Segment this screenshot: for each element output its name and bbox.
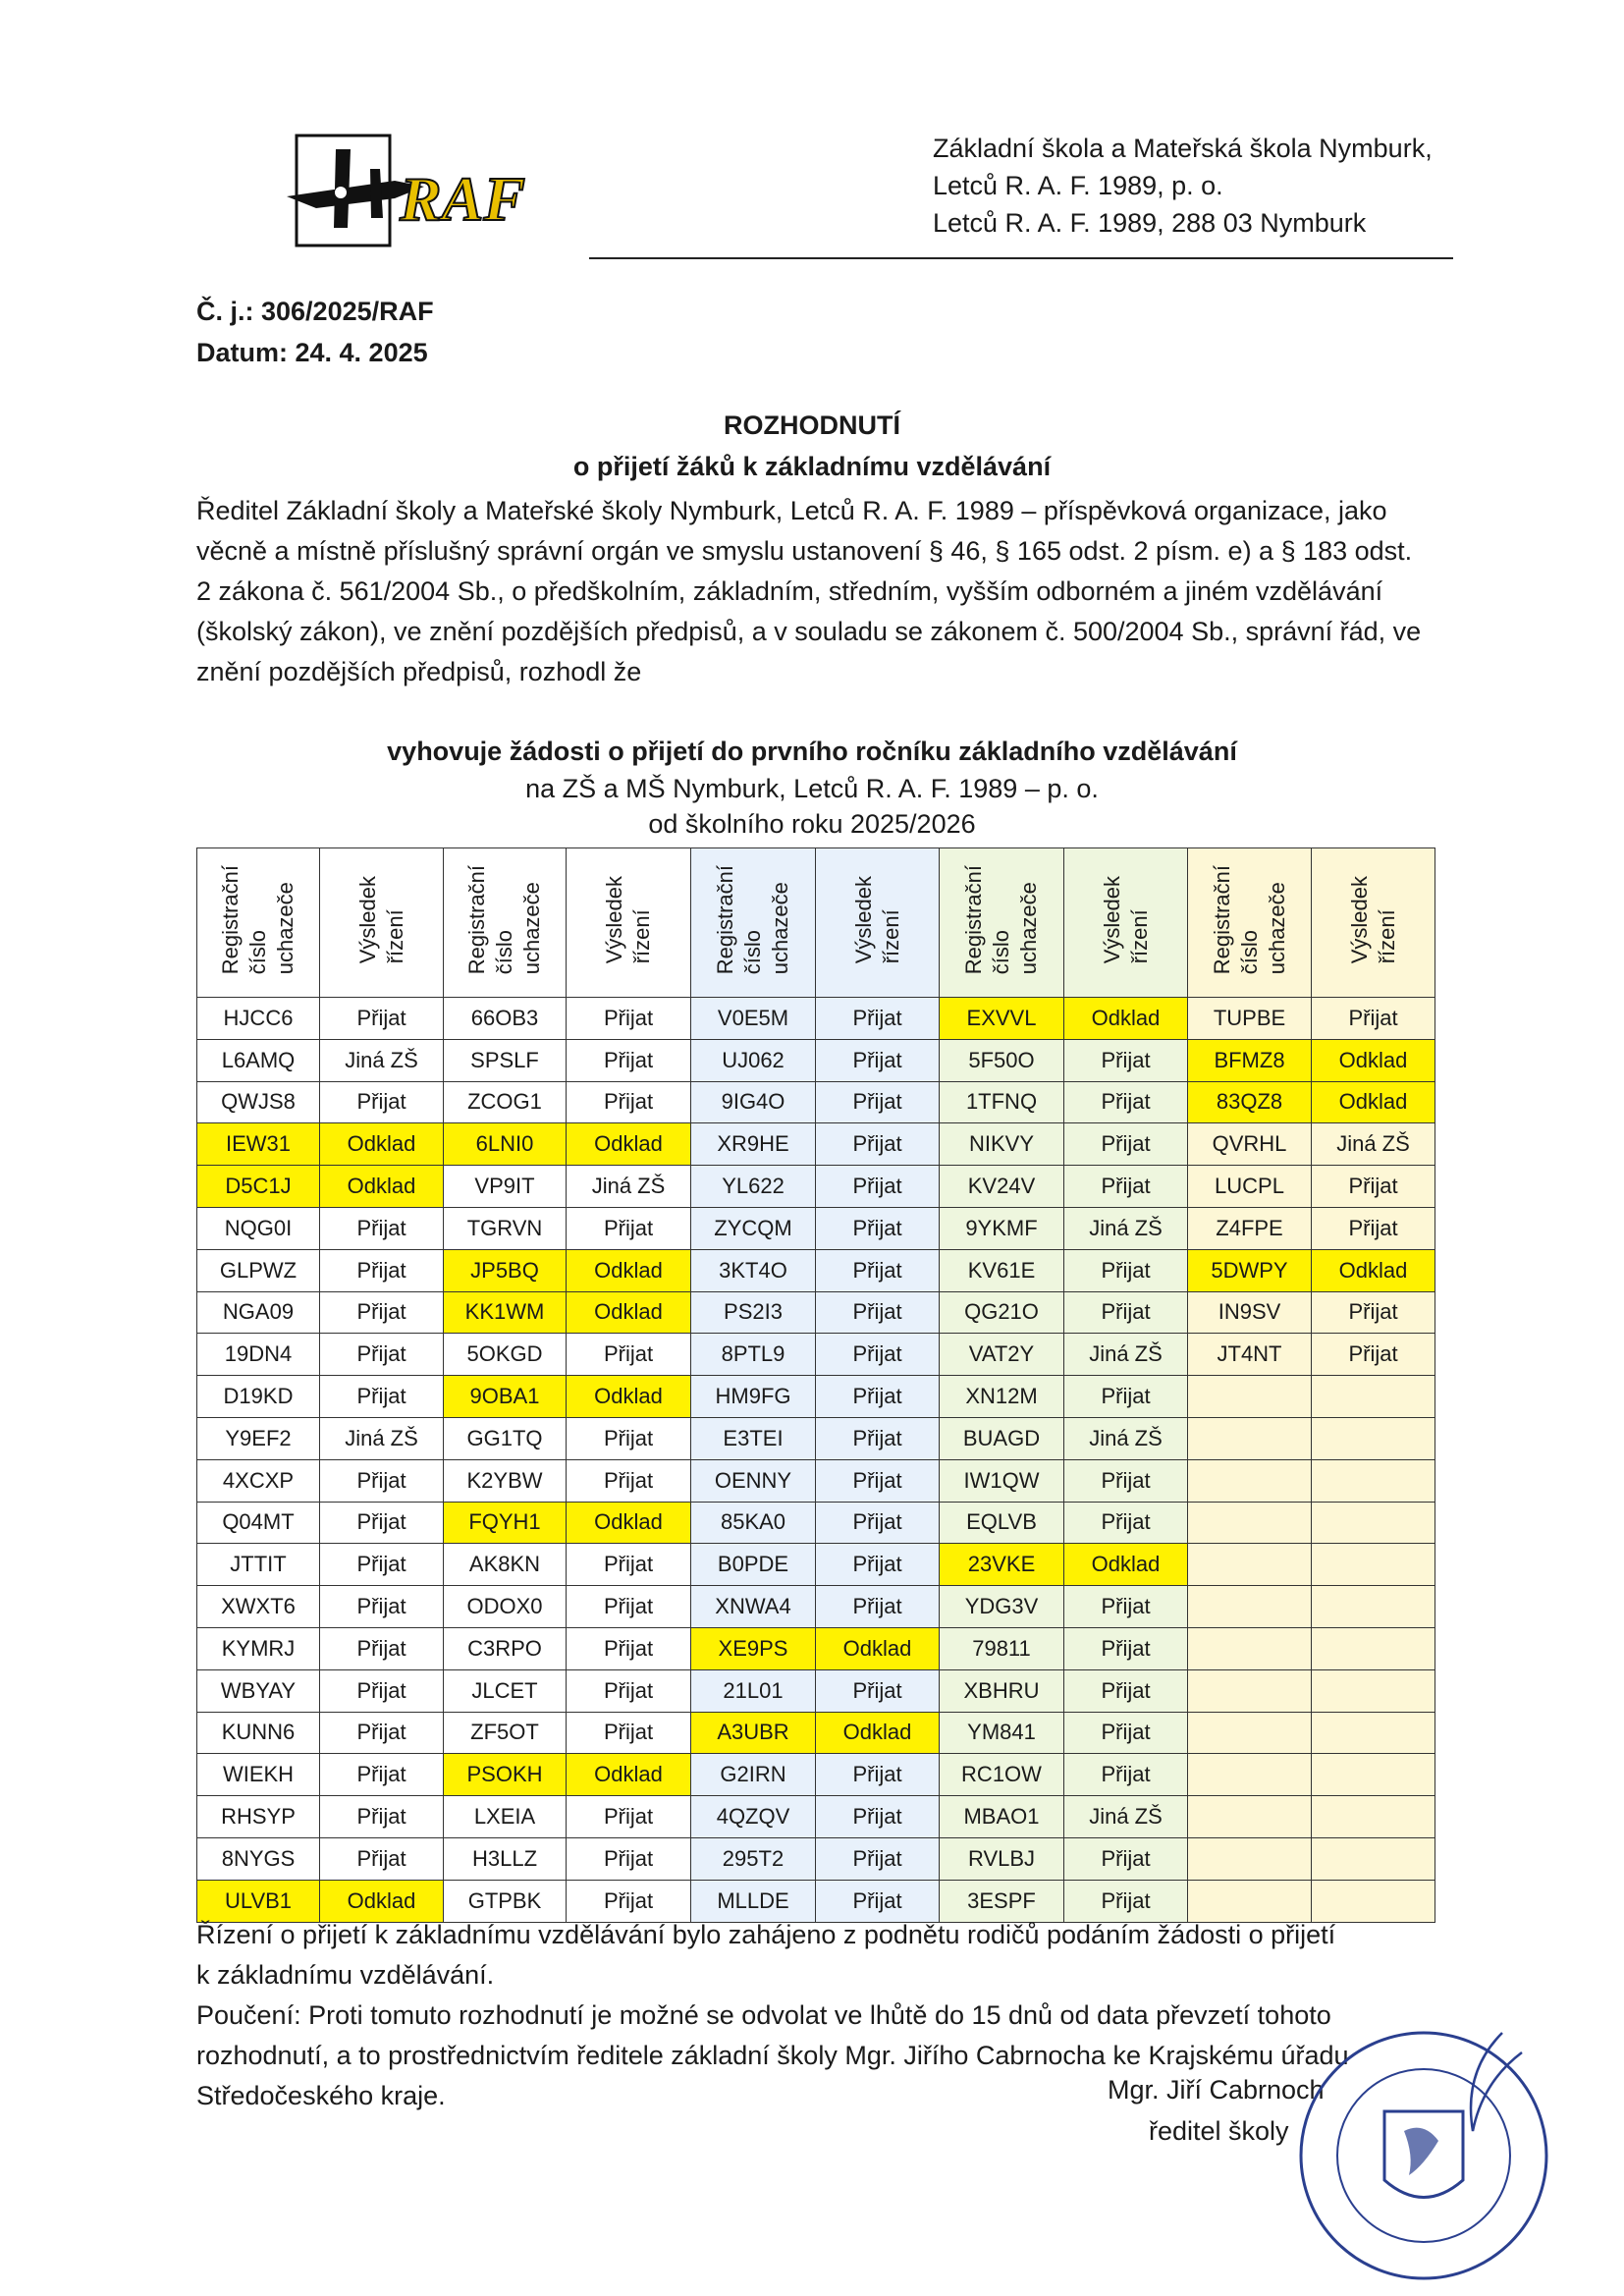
header-result bbox=[1064, 848, 1188, 998]
footer-line: k základnímu vzdělávání. bbox=[196, 1960, 495, 1990]
result-cell: Přijat bbox=[816, 1039, 940, 1081]
result-cell: Odklad bbox=[320, 1123, 444, 1166]
result-cell: Přijat bbox=[320, 1544, 444, 1586]
result-cell: Přijat bbox=[320, 1796, 444, 1838]
registration-number-cell: MBAO1 bbox=[940, 1796, 1064, 1838]
result-cell: Přijat bbox=[320, 1081, 444, 1123]
result-cell: Přijat bbox=[567, 1417, 691, 1459]
result-cell: Přijat bbox=[1064, 1039, 1188, 1081]
registration-number-cell: UJ062 bbox=[691, 1039, 816, 1081]
intro-line: Ředitel Základní školy a Mateřské školy Nymburk, Letců R. A. F. 1989 – příspěvková organizace, jako bbox=[196, 496, 1387, 525]
result-cell bbox=[1312, 1586, 1435, 1628]
result-cell bbox=[1312, 1376, 1435, 1418]
registration-number-cell: LXEIA bbox=[444, 1796, 567, 1838]
registration-number-cell bbox=[1188, 1376, 1312, 1418]
result-cell: Odklad bbox=[567, 1754, 691, 1796]
header-label: Registrační číslo uchazeče bbox=[218, 864, 298, 975]
result-cell: Přijat bbox=[567, 1334, 691, 1376]
registration-number-cell: XN12M bbox=[940, 1376, 1064, 1418]
result-cell: Přijat bbox=[816, 1669, 940, 1712]
reference-date: Datum: 24. 4. 2025 bbox=[196, 338, 428, 367]
result-cell: Přijat bbox=[567, 1039, 691, 1081]
registration-number-cell: Z4FPE bbox=[1188, 1207, 1312, 1249]
result-cell: Odklad bbox=[320, 1880, 444, 1922]
header-label: Výsledek řízení bbox=[1346, 875, 1399, 964]
registration-number-cell: GG1TQ bbox=[444, 1417, 567, 1459]
result-cell: Přijat bbox=[567, 1544, 691, 1586]
registration-number-cell: YL622 bbox=[691, 1166, 816, 1208]
result-cell bbox=[1312, 1669, 1435, 1712]
registration-number-cell: 23VKE bbox=[940, 1544, 1064, 1586]
result-cell: Přijat bbox=[1064, 1081, 1188, 1123]
registration-number-cell: 9IG4O bbox=[691, 1081, 816, 1123]
registration-number-cell: PSOKH bbox=[444, 1754, 567, 1796]
header-label: Registrační číslo uchazeče bbox=[464, 864, 544, 975]
result-cell: Přijat bbox=[1064, 1754, 1188, 1796]
result-cell: Přijat bbox=[816, 1796, 940, 1838]
registration-number-cell: Q04MT bbox=[197, 1502, 320, 1544]
registration-number-cell bbox=[1188, 1754, 1312, 1796]
result-cell: Odklad bbox=[1312, 1081, 1435, 1123]
registration-number-cell: KK1WM bbox=[444, 1291, 567, 1334]
result-cell: Přijat bbox=[320, 1502, 444, 1544]
result-cell: Přijat bbox=[816, 1544, 940, 1586]
registration-number-cell: QVRHL bbox=[1188, 1123, 1312, 1166]
registration-number-cell: TUPBE bbox=[1188, 998, 1312, 1040]
result-cell bbox=[1312, 1417, 1435, 1459]
header-result bbox=[816, 848, 940, 998]
registration-number-cell: JLCET bbox=[444, 1669, 567, 1712]
table-row bbox=[197, 1459, 1435, 1502]
result-cell: Přijat bbox=[1064, 1712, 1188, 1754]
result-cell: Přijat bbox=[567, 1712, 691, 1754]
table-row bbox=[197, 1417, 1435, 1459]
result-cell: Přijat bbox=[567, 1669, 691, 1712]
header-label: Výsledek řízení bbox=[354, 875, 407, 964]
decision-line-2: na ZŠ a MŠ Nymburk, Letců R. A. F. 1989 – p. o. bbox=[525, 774, 1099, 803]
registration-number-cell: WBYAY bbox=[197, 1669, 320, 1712]
result-cell: Přijat bbox=[1064, 1166, 1188, 1208]
table-row bbox=[197, 1291, 1435, 1334]
registration-number-cell: K2YBW bbox=[444, 1459, 567, 1502]
registration-number-cell: 9OBA1 bbox=[444, 1376, 567, 1418]
result-cell: Přijat bbox=[1312, 1334, 1435, 1376]
result-cell: Jiná ZŠ bbox=[320, 1417, 444, 1459]
registration-number-cell: JT4NT bbox=[1188, 1334, 1312, 1376]
result-cell bbox=[1312, 1502, 1435, 1544]
registration-number-cell: BUAGD bbox=[940, 1417, 1064, 1459]
table-row bbox=[197, 1586, 1435, 1628]
intro-paragraph bbox=[196, 491, 1449, 692]
registration-number-cell: LUCPL bbox=[1188, 1166, 1312, 1208]
registration-number-cell: G2IRN bbox=[691, 1754, 816, 1796]
result-cell: Přijat bbox=[816, 1837, 940, 1880]
header-result bbox=[567, 848, 691, 998]
table-row bbox=[197, 1081, 1435, 1123]
registration-number-cell: SPSLF bbox=[444, 1039, 567, 1081]
result-cell: Odklad bbox=[1064, 998, 1188, 1040]
result-cell: Přijat bbox=[320, 1586, 444, 1628]
result-cell bbox=[1312, 1712, 1435, 1754]
result-cell: Přijat bbox=[1064, 1459, 1188, 1502]
registration-number-cell: 5DWPY bbox=[1188, 1249, 1312, 1291]
school-stamp bbox=[1276, 1994, 1561, 2288]
registration-number-cell: L6AMQ bbox=[197, 1039, 320, 1081]
registration-number-cell: 6LNI0 bbox=[444, 1123, 567, 1166]
result-cell: Přijat bbox=[320, 1712, 444, 1754]
header-label: Výsledek řízení bbox=[1099, 875, 1152, 964]
table-row bbox=[197, 1334, 1435, 1376]
header-result bbox=[1312, 848, 1435, 998]
result-cell: Přijat bbox=[320, 998, 444, 1040]
table-row bbox=[197, 1796, 1435, 1838]
registration-number-cell: WIEKH bbox=[197, 1754, 320, 1796]
registration-number-cell: V0E5M bbox=[691, 998, 816, 1040]
result-cell: Přijat bbox=[567, 1081, 691, 1123]
registration-number-cell: 8PTL9 bbox=[691, 1334, 816, 1376]
table-row bbox=[197, 1712, 1435, 1754]
registration-number-cell: 9YKMF bbox=[940, 1207, 1064, 1249]
result-cell: Přijat bbox=[320, 1376, 444, 1418]
result-cell: Odklad bbox=[816, 1712, 940, 1754]
result-cell bbox=[1312, 1796, 1435, 1838]
registration-number-cell: H3LLZ bbox=[444, 1837, 567, 1880]
result-cell: Přijat bbox=[816, 1754, 940, 1796]
registration-number-cell: NIKVY bbox=[940, 1123, 1064, 1166]
registration-number-cell: 19DN4 bbox=[197, 1334, 320, 1376]
result-cell: Odklad bbox=[1312, 1249, 1435, 1291]
result-cell: Přijat bbox=[816, 1376, 940, 1418]
registration-number-cell: 5F50O bbox=[940, 1039, 1064, 1081]
signature-name: Mgr. Jiří Cabrnoch bbox=[1108, 2075, 1325, 2105]
registration-number-cell: Y9EF2 bbox=[197, 1417, 320, 1459]
registration-number-cell: QWJS8 bbox=[197, 1081, 320, 1123]
table-row bbox=[197, 998, 1435, 1040]
table-row bbox=[197, 1544, 1435, 1586]
registration-number-cell bbox=[1188, 1712, 1312, 1754]
result-cell: Přijat bbox=[320, 1207, 444, 1249]
result-cell: Jiná ZŠ bbox=[1312, 1123, 1435, 1166]
result-cell: Přijat bbox=[1064, 1880, 1188, 1922]
header-line-1: Základní škola a Mateřská škola Nymburk, bbox=[933, 134, 1433, 163]
result-cell: Jiná ZŠ bbox=[1064, 1334, 1188, 1376]
result-cell: Přijat bbox=[1064, 1249, 1188, 1291]
registration-number-cell: GTPBK bbox=[444, 1880, 567, 1922]
registration-number-cell: ZF5OT bbox=[444, 1712, 567, 1754]
registration-number-cell: D19KD bbox=[197, 1376, 320, 1418]
registration-number-cell: XBHRU bbox=[940, 1669, 1064, 1712]
table-row bbox=[197, 1837, 1435, 1880]
result-cell: Přijat bbox=[1312, 998, 1435, 1040]
result-cell: Přijat bbox=[1064, 1837, 1188, 1880]
registration-number-cell: XE9PS bbox=[691, 1627, 816, 1669]
registration-number-cell: EXVVL bbox=[940, 998, 1064, 1040]
registration-number-cell: RC1OW bbox=[940, 1754, 1064, 1796]
result-cell: Přijat bbox=[816, 998, 940, 1040]
header-registration-number bbox=[940, 848, 1064, 998]
result-cell: Přijat bbox=[567, 1586, 691, 1628]
result-cell: Jiná ZŠ bbox=[1064, 1207, 1188, 1249]
registration-number-cell bbox=[1188, 1586, 1312, 1628]
registration-number-cell: MLLDE bbox=[691, 1880, 816, 1922]
table-row bbox=[197, 1502, 1435, 1544]
result-cell: Jiná ZŠ bbox=[1064, 1796, 1188, 1838]
registration-number-cell: IEW31 bbox=[197, 1123, 320, 1166]
result-cell: Odklad bbox=[567, 1502, 691, 1544]
registration-number-cell bbox=[1188, 1669, 1312, 1712]
header-registration-number bbox=[1188, 848, 1312, 998]
registration-number-cell: BFMZ8 bbox=[1188, 1039, 1312, 1081]
registration-number-cell bbox=[1188, 1502, 1312, 1544]
intro-line: 2 zákona č. 561/2004 Sb., o předškolním, základním, středním, vyšším odborném a jiném vzdělávání bbox=[196, 576, 1383, 606]
table-row bbox=[197, 1376, 1435, 1418]
registration-number-cell bbox=[1188, 1837, 1312, 1880]
registration-number-cell: XNWA4 bbox=[691, 1586, 816, 1628]
registration-number-cell: PS2I3 bbox=[691, 1291, 816, 1334]
header-result bbox=[320, 848, 444, 998]
footer-line: Řízení o přijetí k základnímu vzdělávání bylo zahájeno z podnětu rodičů podáním žádosti o přijetí bbox=[196, 1920, 1336, 1949]
registration-number-cell: QG21O bbox=[940, 1291, 1064, 1334]
results-table bbox=[196, 847, 1435, 1923]
result-cell: Přijat bbox=[567, 1207, 691, 1249]
result-cell: Přijat bbox=[1064, 1376, 1188, 1418]
registration-number-cell: 4XCXP bbox=[197, 1459, 320, 1502]
table-row bbox=[197, 1669, 1435, 1712]
table-row bbox=[197, 1039, 1435, 1081]
result-cell: Přijat bbox=[1312, 1291, 1435, 1334]
registration-number-cell bbox=[1188, 1627, 1312, 1669]
result-cell bbox=[1312, 1544, 1435, 1586]
registration-number-cell: 295T2 bbox=[691, 1837, 816, 1880]
logo-text: RAF bbox=[400, 164, 526, 234]
header-registration-number bbox=[444, 848, 567, 998]
registration-number-cell: YDG3V bbox=[940, 1586, 1064, 1628]
registration-number-cell: KV61E bbox=[940, 1249, 1064, 1291]
registration-number-cell: 83QZ8 bbox=[1188, 1081, 1312, 1123]
header-label: Registrační číslo uchazeče bbox=[713, 864, 792, 975]
result-cell: Přijat bbox=[1312, 1207, 1435, 1249]
registration-number-cell: 66OB3 bbox=[444, 998, 567, 1040]
result-cell: Přijat bbox=[816, 1207, 940, 1249]
header-registration-number bbox=[197, 848, 320, 998]
registration-number-cell: D5C1J bbox=[197, 1166, 320, 1208]
result-cell: Přijat bbox=[320, 1334, 444, 1376]
registration-number-cell: JTTIT bbox=[197, 1544, 320, 1586]
registration-number-cell: HJCC6 bbox=[197, 998, 320, 1040]
registration-number-cell: TGRVN bbox=[444, 1207, 567, 1249]
registration-number-cell: GLPWZ bbox=[197, 1249, 320, 1291]
registration-number-cell: XWXT6 bbox=[197, 1586, 320, 1628]
result-cell: Přijat bbox=[1064, 1291, 1188, 1334]
result-cell: Přijat bbox=[816, 1249, 940, 1291]
registration-number-cell: 1TFNQ bbox=[940, 1081, 1064, 1123]
footer-line: Poučení: Proti tomuto rozhodnutí je možné se odvolat ve lhůtě do 15 dnů od data převzetí tohoto bbox=[196, 2000, 1331, 2030]
registration-number-cell: XR9HE bbox=[691, 1123, 816, 1166]
result-cell: Přijat bbox=[320, 1669, 444, 1712]
table-row bbox=[197, 1754, 1435, 1796]
result-cell: Přijat bbox=[816, 1586, 940, 1628]
table-row bbox=[197, 1166, 1435, 1208]
registration-number-cell: KYMRJ bbox=[197, 1627, 320, 1669]
decision-line-1: vyhovuje žádosti o přijetí do prvního ročníku základního vzdělávání bbox=[387, 737, 1237, 766]
decision-line-3: od školního roku 2025/2026 bbox=[648, 809, 976, 839]
reference-block bbox=[196, 291, 434, 373]
registration-number-cell: OENNY bbox=[691, 1459, 816, 1502]
result-cell: Přijat bbox=[567, 1880, 691, 1922]
result-cell: Přijat bbox=[816, 1166, 940, 1208]
reference-number: Č. j.: 306/2025/RAF bbox=[196, 297, 434, 326]
footer-line: Středočeského kraje. bbox=[196, 2081, 446, 2110]
registration-number-cell: ZCOG1 bbox=[444, 1081, 567, 1123]
registration-number-cell: 79811 bbox=[940, 1627, 1064, 1669]
header-label: Výsledek řízení bbox=[850, 875, 903, 964]
registration-number-cell: 4QZQV bbox=[691, 1796, 816, 1838]
registration-number-cell bbox=[1188, 1544, 1312, 1586]
result-cell: Přijat bbox=[1064, 1627, 1188, 1669]
registration-number-cell: 21L01 bbox=[691, 1669, 816, 1712]
header-divider bbox=[589, 257, 1453, 259]
registration-number-cell: ULVB1 bbox=[197, 1880, 320, 1922]
result-cell: Přijat bbox=[567, 1459, 691, 1502]
result-cell: Odklad bbox=[816, 1627, 940, 1669]
result-cell: Jiná ZŠ bbox=[320, 1039, 444, 1081]
registration-number-cell: EQLVB bbox=[940, 1502, 1064, 1544]
result-cell: Odklad bbox=[567, 1123, 691, 1166]
registration-number-cell: RVLBJ bbox=[940, 1837, 1064, 1880]
registration-number-cell bbox=[1188, 1459, 1312, 1502]
result-cell: Přijat bbox=[816, 1334, 940, 1376]
result-cell: Přijat bbox=[567, 1837, 691, 1880]
result-cell bbox=[1312, 1837, 1435, 1880]
result-cell: Jiná ZŠ bbox=[1064, 1417, 1188, 1459]
table-row bbox=[197, 1627, 1435, 1669]
document-title: ROZHODNUTÍ bbox=[724, 410, 900, 440]
registration-number-cell: AK8KN bbox=[444, 1544, 567, 1586]
registration-number-cell: 3KT4O bbox=[691, 1249, 816, 1291]
result-cell: Přijat bbox=[816, 1880, 940, 1922]
result-cell: Odklad bbox=[1064, 1544, 1188, 1586]
result-cell: Přijat bbox=[816, 1123, 940, 1166]
school-logo bbox=[277, 130, 581, 257]
result-cell: Přijat bbox=[816, 1291, 940, 1334]
registration-number-cell: ODOX0 bbox=[444, 1586, 567, 1628]
result-cell: Přijat bbox=[816, 1417, 940, 1459]
result-cell: Odklad bbox=[1312, 1039, 1435, 1081]
registration-number-cell: B0PDE bbox=[691, 1544, 816, 1586]
registration-number-cell: NQG0I bbox=[197, 1207, 320, 1249]
registration-number-cell: JP5BQ bbox=[444, 1249, 567, 1291]
registration-number-cell bbox=[1188, 1417, 1312, 1459]
registration-number-cell: C3RPO bbox=[444, 1627, 567, 1669]
result-cell: Odklad bbox=[320, 1166, 444, 1208]
result-cell: Odklad bbox=[567, 1376, 691, 1418]
result-cell: Odklad bbox=[567, 1249, 691, 1291]
registration-number-cell: IW1QW bbox=[940, 1459, 1064, 1502]
table-row bbox=[197, 1207, 1435, 1249]
result-cell: Přijat bbox=[567, 998, 691, 1040]
result-cell: Přijat bbox=[567, 1627, 691, 1669]
table-row bbox=[197, 1249, 1435, 1291]
signature-role: ředitel školy bbox=[1149, 2116, 1289, 2146]
school-header bbox=[933, 130, 1433, 242]
intro-line: (školský zákon), ve znění pozdějších předpisů, a v souladu se zákonem č. 500/2004 Sb., správní řád, ve bbox=[196, 617, 1422, 646]
intro-line: znění pozdějších předpisů, rozhodl že bbox=[196, 657, 642, 686]
result-cell: Přijat bbox=[816, 1502, 940, 1544]
intro-line: věcně a místně příslušný správní orgán ve smyslu ustanovení § 46, § 165 odst. 2 písm. e) a § 183 odst. bbox=[196, 536, 1413, 566]
registration-number-cell: YM841 bbox=[940, 1712, 1064, 1754]
registration-number-cell: IN9SV bbox=[1188, 1291, 1312, 1334]
registration-number-cell: NGA09 bbox=[197, 1291, 320, 1334]
header-label: Výsledek řízení bbox=[602, 875, 654, 964]
result-cell bbox=[1312, 1459, 1435, 1502]
result-cell: Přijat bbox=[320, 1837, 444, 1880]
document-subtitle: o přijetí žáků k základnímu vzdělávání bbox=[572, 452, 1052, 481]
table-header-row bbox=[197, 848, 1435, 998]
result-cell: Jiná ZŠ bbox=[567, 1166, 691, 1208]
registration-number-cell: 3ESPF bbox=[940, 1880, 1064, 1922]
result-cell: Přijat bbox=[320, 1754, 444, 1796]
registration-number-cell: HM9FG bbox=[691, 1376, 816, 1418]
table-row bbox=[197, 1123, 1435, 1166]
header-label: Registrační číslo uchazeče bbox=[961, 864, 1041, 975]
registration-number-cell: RHSYP bbox=[197, 1796, 320, 1838]
result-cell bbox=[1312, 1627, 1435, 1669]
registration-number-cell bbox=[1188, 1796, 1312, 1838]
registration-number-cell: VAT2Y bbox=[940, 1334, 1064, 1376]
header-label: Registrační číslo uchazeče bbox=[1209, 864, 1289, 975]
table-body bbox=[197, 998, 1435, 1923]
registration-number-cell: A3UBR bbox=[691, 1712, 816, 1754]
result-cell: Přijat bbox=[320, 1291, 444, 1334]
registration-number-cell: ZYCQM bbox=[691, 1207, 816, 1249]
result-cell: Přijat bbox=[816, 1459, 940, 1502]
result-cell: Přijat bbox=[1064, 1669, 1188, 1712]
registration-number-cell: KUNN6 bbox=[197, 1712, 320, 1754]
registration-number-cell: KV24V bbox=[940, 1166, 1064, 1208]
result-cell: Přijat bbox=[567, 1796, 691, 1838]
result-cell: Přijat bbox=[320, 1249, 444, 1291]
result-cell: Přijat bbox=[1064, 1502, 1188, 1544]
result-cell: Přijat bbox=[320, 1627, 444, 1669]
registration-number-cell: 5OKGD bbox=[444, 1334, 567, 1376]
registration-number-cell: 8NYGS bbox=[197, 1837, 320, 1880]
result-cell: Přijat bbox=[816, 1081, 940, 1123]
result-cell: Přijat bbox=[320, 1459, 444, 1502]
registration-number-cell: FQYH1 bbox=[444, 1502, 567, 1544]
registration-number-cell: VP9IT bbox=[444, 1166, 567, 1208]
registration-number-cell: 85KA0 bbox=[691, 1502, 816, 1544]
result-cell: Přijat bbox=[1064, 1586, 1188, 1628]
result-cell: Přijat bbox=[1312, 1166, 1435, 1208]
header-registration-number bbox=[691, 848, 816, 998]
footer-line: rozhodnutí, a to prostřednictvím ředitele základní školy Mgr. Jiřího Cabrnocha ke Krajskému úřadu bbox=[196, 2041, 1349, 2070]
header-line-2: Letců R. A. F. 1989, p. o. bbox=[933, 171, 1223, 200]
result-cell: Přijat bbox=[1064, 1123, 1188, 1166]
registration-number-cell: E3TEI bbox=[691, 1417, 816, 1459]
header-line-3: Letců R. A. F. 1989, 288 03 Nymburk bbox=[933, 208, 1367, 238]
result-cell: Odklad bbox=[567, 1291, 691, 1334]
result-cell bbox=[1312, 1754, 1435, 1796]
